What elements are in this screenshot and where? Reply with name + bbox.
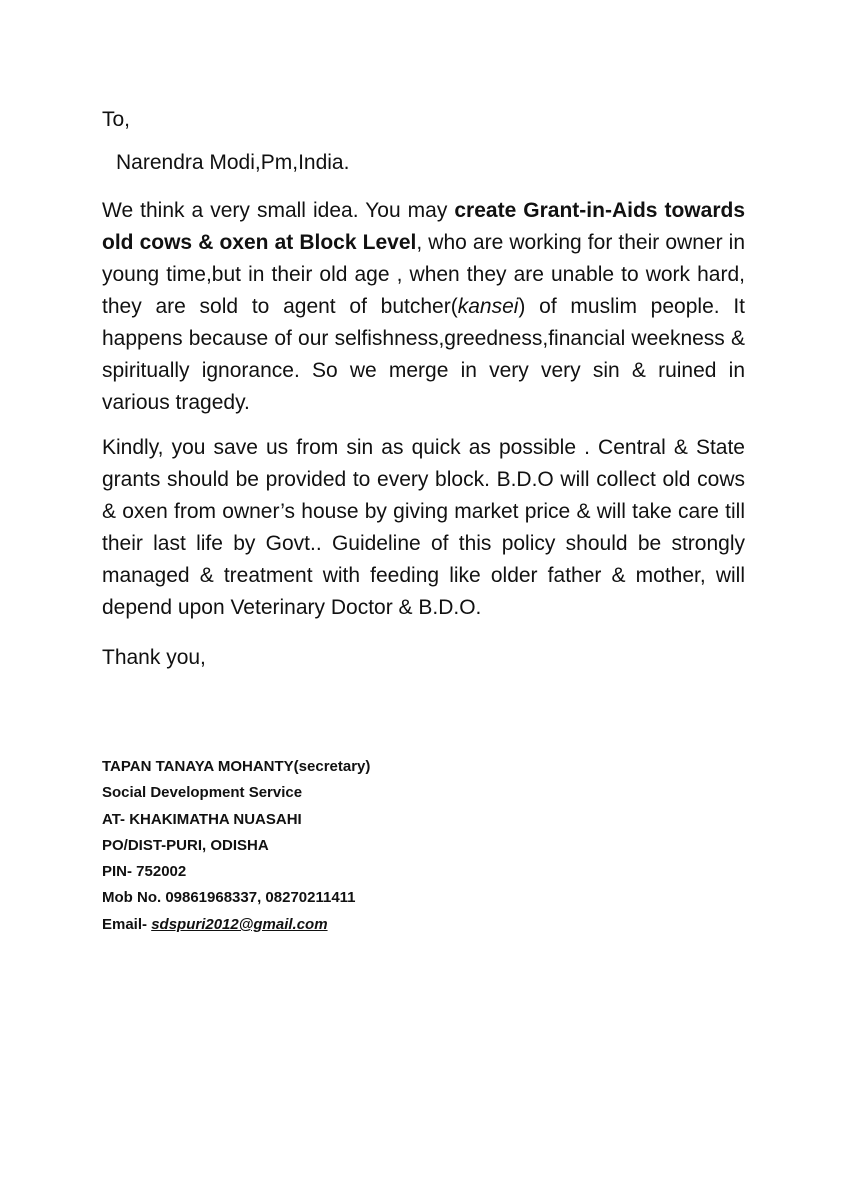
address-line-2: PO/DIST-PURI, ODISHA <box>102 836 269 854</box>
paragraph-1-middle: , who are working for their owner in young time,but in their old age , when they are unable to work hard, they are sold to agent of butcher( <box>102 231 745 318</box>
paragraph-1-italic-word: kansei <box>457 295 519 318</box>
mobile-numbers: Mob No. 09861968337, 08270211411 <box>102 889 356 907</box>
closing-line: Thank you, <box>102 646 206 669</box>
paragraph-1-emphasis: create Grant-in-Aids towards old cows & oxen at Block Level <box>102 199 745 254</box>
email-label: Email- <box>102 915 152 933</box>
organization-name: Social Development Service <box>102 784 303 802</box>
paragraph-1-intro: We think a very small idea. You may <box>102 199 455 222</box>
email-link[interactable]: sdspuri2012@gmail.com <box>151 915 328 933</box>
body-paragraph-1 <box>102 195 745 419</box>
signature-block <box>102 754 370 938</box>
paragraph-1-end: ) of muslim people. It happens because of our selfishness,greedness,financial weekness & spiritually ignorance. So we merge in very very sin & ruined in various tragedy. <box>102 295 746 414</box>
signatory-name: TAPAN TANAYA MOHANTY(secretary) <box>102 758 371 775</box>
body-paragraph-2: Kindly, you save us from sin as quick as possible . Central & State grants should be provided to every block. B.D.O will collect old cows & oxen from owner’s house by giving market price & will take care till their last life by Govt.. Guideline of this policy should be strongly managed & treatment with feeding like older father & mother, will depend upon Veterinary Doctor & B.D.O. <box>102 436 745 619</box>
recipient-line: Narendra Modi,Pm,India. <box>116 151 350 174</box>
address-line-1: AT- KHAKIMATHA NUASAHI <box>102 810 302 828</box>
salutation: To, <box>102 108 131 131</box>
pin-code: PIN- 752002 <box>102 863 187 881</box>
email-line <box>102 912 370 938</box>
